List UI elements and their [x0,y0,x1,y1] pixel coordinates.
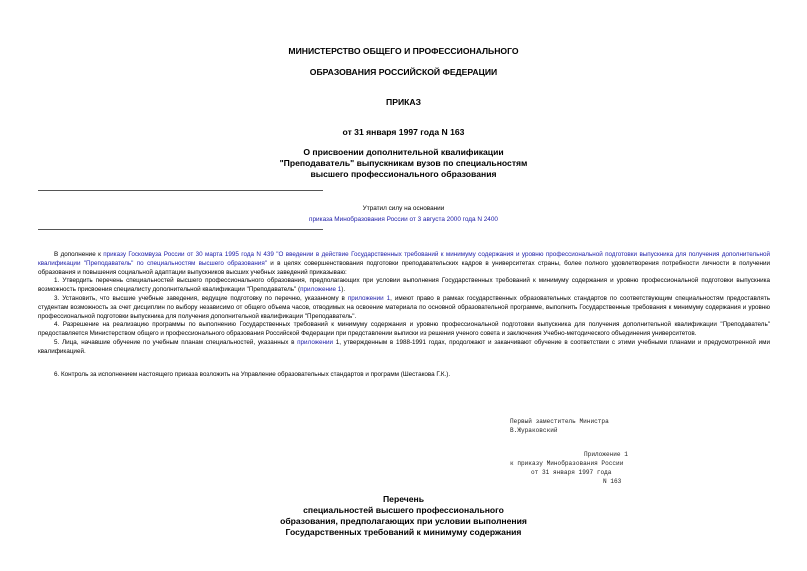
appendix-title-2: специальностей высшего профессионального [303,505,504,515]
appendix-title-1: Перечень [382,494,424,504]
intro-text-pre: В дополнение к [54,251,104,258]
ministry-line-1: МИНИСТЕРСТВО ОБЩЕГО И ПРОФЕССИОНАЛЬНОГО [288,46,519,56]
paragraph-6: 6. Контроль за исполнением настоящего приказа возложить на Управление образовательных стандартов и программ (Шестакова Г.К.). [54,370,451,378]
appendix-date: от 31 января 1997 года [531,469,612,476]
title-line-1: О присвоении дополнительной квалификации [303,147,504,157]
p3-text-post: , имеют право в рамках государственных образовательных стандартов по соответствующим специальностям предоставлять студентам возможность за счет дисциплин по выбору независимо от общего объема часов, отводимых на освоение материала по основной образовательной программе, выполнить Государственные требования к минимуму содержания и уровню профессиональной подготовки выпускника для получения дополнительной квалификации "Преподаватель". [38,294,770,320]
appendix-1-link[interactable]: приложение 1 [300,286,342,294]
paragraph-5 [38,339,770,357]
intro-link[interactable]: приказу Госкомвуза России от 30 марта 1995 года N 439 "О введении в действие Государственных требований к минимуму содержания и уровню профессиональной подготовки выпускника для получения дополнительной квалификации "Преподаватель" по специальностям высшего образования" [38,251,770,267]
status-lost-force: Утратил силу на основании [362,205,445,212]
doc-type: ПРИКАЗ [386,97,421,107]
paragraph-1 [38,277,770,295]
status-basis [0,215,807,224]
order-date-number: от 31 января 1997 года N 163 [342,127,465,137]
p1-text-pre: 1. Утвердить перечень специальностей высшего профессионального образования, предполагающих при условии выполнения Государственных требований к минимуму содержания и уровню профессиональной подготовки выпускника возможность присвоения специалисту дополнительной квалификации "Преподаватель" ( [38,277,770,294]
appendix-1-link-p3[interactable]: приложении 1 [347,294,391,302]
p5-text-pre: 5. Лица, начавшие обучение по учебным планам специальностей, указанных в [54,338,298,346]
basis-link[interactable]: приказа Минобразования России от 3 августа 2000 года N 2400 [309,216,498,223]
signature-position: Первый заместитель Министра [510,418,609,425]
intro-paragraph [38,251,770,277]
signature-name: В.Жураковский [510,427,558,434]
appendix-to-order: к приказу Минобразования России [510,460,624,467]
appendix-title-4: Государственных требований к минимуму содержания [285,527,522,537]
divider-top [38,190,323,191]
p1-text-post: ). [341,286,346,294]
appendix-title-3: образования, предполагающих при условии выполнения [280,516,527,526]
appendix-link-p5[interactable]: приложении [297,338,333,346]
title-line-3: высшего профессионального образования [310,169,497,179]
ministry-line-2: ОБРАЗОВАНИЯ РОССИЙСКОЙ ФЕДЕРАЦИИ [309,67,498,77]
paragraph-4: 4. Разрешение на реализацию программы по выполнению Государственных требований к минимуму содержания и уровню профессиональной подготовки выпускника для получения дополнительной квалификации "Преподаватель" предоставляется Министерством общего и профессионального образования Российской Федерации при представлении выписки из решения ученого совета и заключения Учебно-методического объединения университетов. [38,321,770,338]
appendix-label: Приложение 1 [584,451,628,458]
p3-text-pre: 3. Установить, что высшие учебные заведения, ведущие подготовку по перечню, указанному в [54,294,348,302]
divider-bottom [38,229,323,230]
intro-text-post: и в целях совершенствования подготовки преподавательских кадров в университетах страны, более полного удовлетворения потребности личности в получении образования и повышения социальной адаптации выпускников высших учебных заведений приказываю: [38,259,771,276]
appendix-number: N 163 [603,478,622,485]
order-body [38,251,770,379]
paragraph-3 [38,295,770,321]
title-line-2: "Преподаватель" выпускникам вузов по специальностям [279,158,528,168]
p5-text-post: 1, утвержденным в 1988-1991 годах, продолжают и заканчивают обучение в соответствии с этими учебными планами и предусмотренной ими квалификацией. [38,338,770,355]
